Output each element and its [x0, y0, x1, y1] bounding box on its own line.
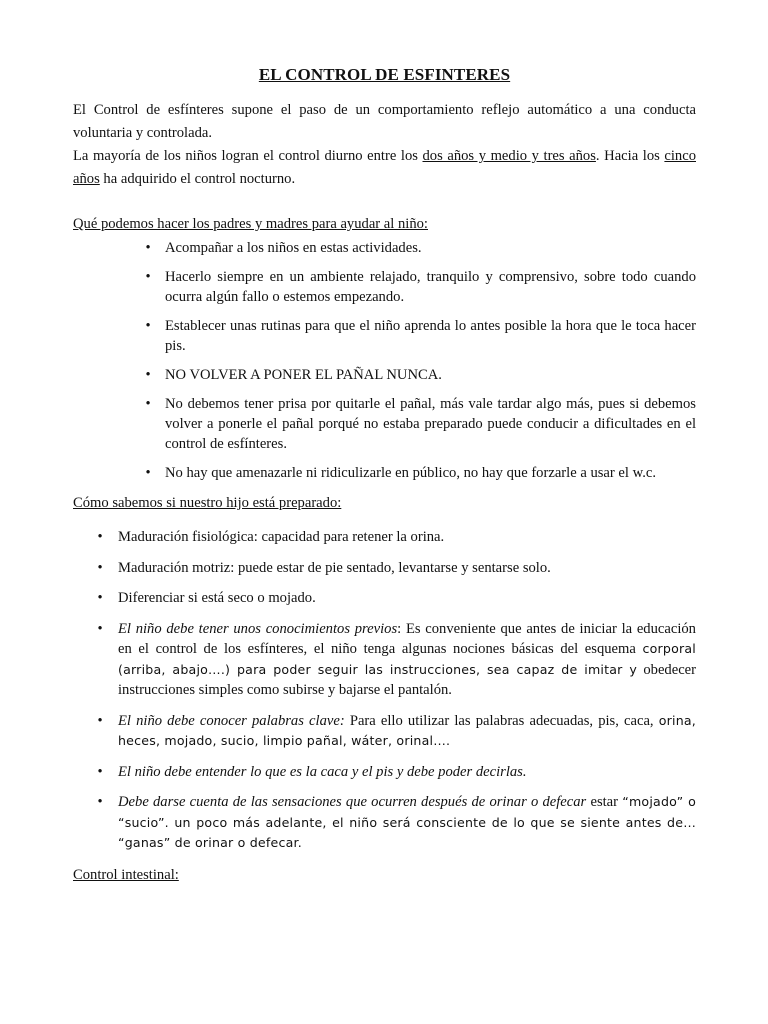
list-item	[73, 588, 696, 609]
list-item-text: Diferenciar si está seco o mojado.	[118, 590, 316, 606]
list-item	[73, 365, 696, 385]
list-item-text: Maduración fisiológica: capacidad para retener la orina.	[118, 529, 445, 545]
bullet-icon: •	[97, 763, 103, 780]
bullet-icon: •	[97, 590, 103, 606]
bullet-icon: •	[145, 465, 151, 481]
section-heading-parents: Qué podemos hacer los padres y madres para ayudar al niño:	[73, 216, 428, 232]
bullet-icon: •	[97, 794, 103, 810]
list-item-text: Acompañar a los niños en estas actividades.	[165, 240, 422, 256]
bullet-icon: •	[97, 620, 103, 637]
intro-underline-age-day: dos años y medio y tres años	[422, 148, 596, 164]
bullet-icon: •	[145, 396, 151, 412]
list-item-text: No hay que amenazarle ni ridiculizarle en público, no hay que forzarle a usar el w.c.	[165, 465, 656, 481]
bullet-icon: •	[145, 269, 151, 285]
bullet-icon: •	[145, 367, 151, 383]
bullet-icon: •	[97, 712, 103, 729]
list-item-text: NO VOLVER A PONER EL PAÑAL NUNCA.	[165, 367, 442, 383]
list-item	[73, 558, 696, 579]
list-item-text: : Es conveniente que antes de iniciar la educación en el control de los esfínteres, el niño tenga algunas nociones básicas del esquema	[118, 620, 696, 657]
intro-paragraph-1: El Control de esfínteres supone el paso de un comportamiento reflejo automático a una conducta voluntaria y controlada.	[73, 102, 696, 141]
list-item-text: estar	[586, 794, 623, 810]
list-item-sans-text: orina, heces, mojado, sucio, limpio pañal, wáter, orinal….	[118, 712, 697, 748]
list-item	[73, 316, 696, 356]
readiness-list	[73, 527, 696, 854]
intro-text-b: . Hacia los	[595, 148, 665, 164]
list-item-sans-text: corporal (arriba, abajo….) para poder seguir las instrucciones, sea capaz de imitar y	[118, 641, 696, 677]
list-item-text: Establecer unas rutinas para que el niño aprenda lo antes posible la hora que le toca hacer pis.	[165, 318, 696, 354]
list-item-italic: Debe darse cuenta de las sensaciones que ocurren después de orinar o defecar	[118, 794, 587, 810]
list-item-text: obedecer instrucciones simples como subirse y bajarse el pantalón.	[118, 661, 697, 698]
list-item-italic: El niño debe entender lo que es la caca y el pis y debe poder decirlas.	[118, 763, 527, 780]
list-item	[73, 792, 696, 854]
section-heading-readiness: Cómo sabemos si nuestro hijo está preparado:	[73, 495, 342, 511]
list-item-text: No debemos tener prisa por quitarle el pañal, más vale tardar algo más, pues si debemos volver a ponerle el pañal porqué no estaba preparado puede conducir a dificultades en el control de esfínteres.	[165, 396, 696, 452]
list-item	[73, 527, 696, 548]
section-heading-intestinal: Control intestinal:	[73, 866, 179, 883]
page-title: EL CONTROL DE ESFINTERES	[258, 65, 511, 84]
intro-text-c: ha adquirido el control nocturno.	[99, 171, 296, 187]
list-item	[73, 762, 696, 783]
bullet-icon: •	[97, 529, 103, 545]
list-item-italic: El niño debe conocer palabras clave:	[118, 712, 345, 729]
list-item-text: Para ello utilizar las palabras adecuadas, pis, caca,	[344, 712, 659, 729]
parents-tips-list	[73, 238, 696, 483]
list-item	[73, 463, 696, 483]
bullet-icon: •	[145, 240, 151, 256]
list-item	[73, 267, 696, 307]
list-item-text: Maduración motriz: puede estar de pie sentado, levantarse y sentarse solo.	[118, 559, 551, 576]
spacer	[73, 191, 696, 213]
list-item	[73, 711, 696, 752]
intro-text-a: La mayoría de los niños logran el control diurno entre los	[73, 148, 423, 164]
intro-paragraph-2	[73, 145, 696, 191]
bullet-icon: •	[97, 559, 103, 576]
list-item	[73, 394, 696, 454]
list-item-italic: El niño debe tener unos conocimientos previos	[118, 620, 398, 637]
list-item-text: Hacerlo siempre en un ambiente relajado, tranquilo y comprensivo, sobre todo cuando ocurra algún fallo o estemos empezando.	[165, 269, 696, 305]
list-item	[73, 238, 696, 258]
bullet-icon: •	[145, 318, 151, 334]
list-item	[73, 619, 696, 701]
list-item-sans-text: “mojado” o “sucio”. un poco más adelante, el niño será consciente de lo que se siente antes de… “ganas” de orinar o defecar.	[118, 794, 696, 850]
intro-underline-age-night: cinco años	[73, 148, 696, 187]
